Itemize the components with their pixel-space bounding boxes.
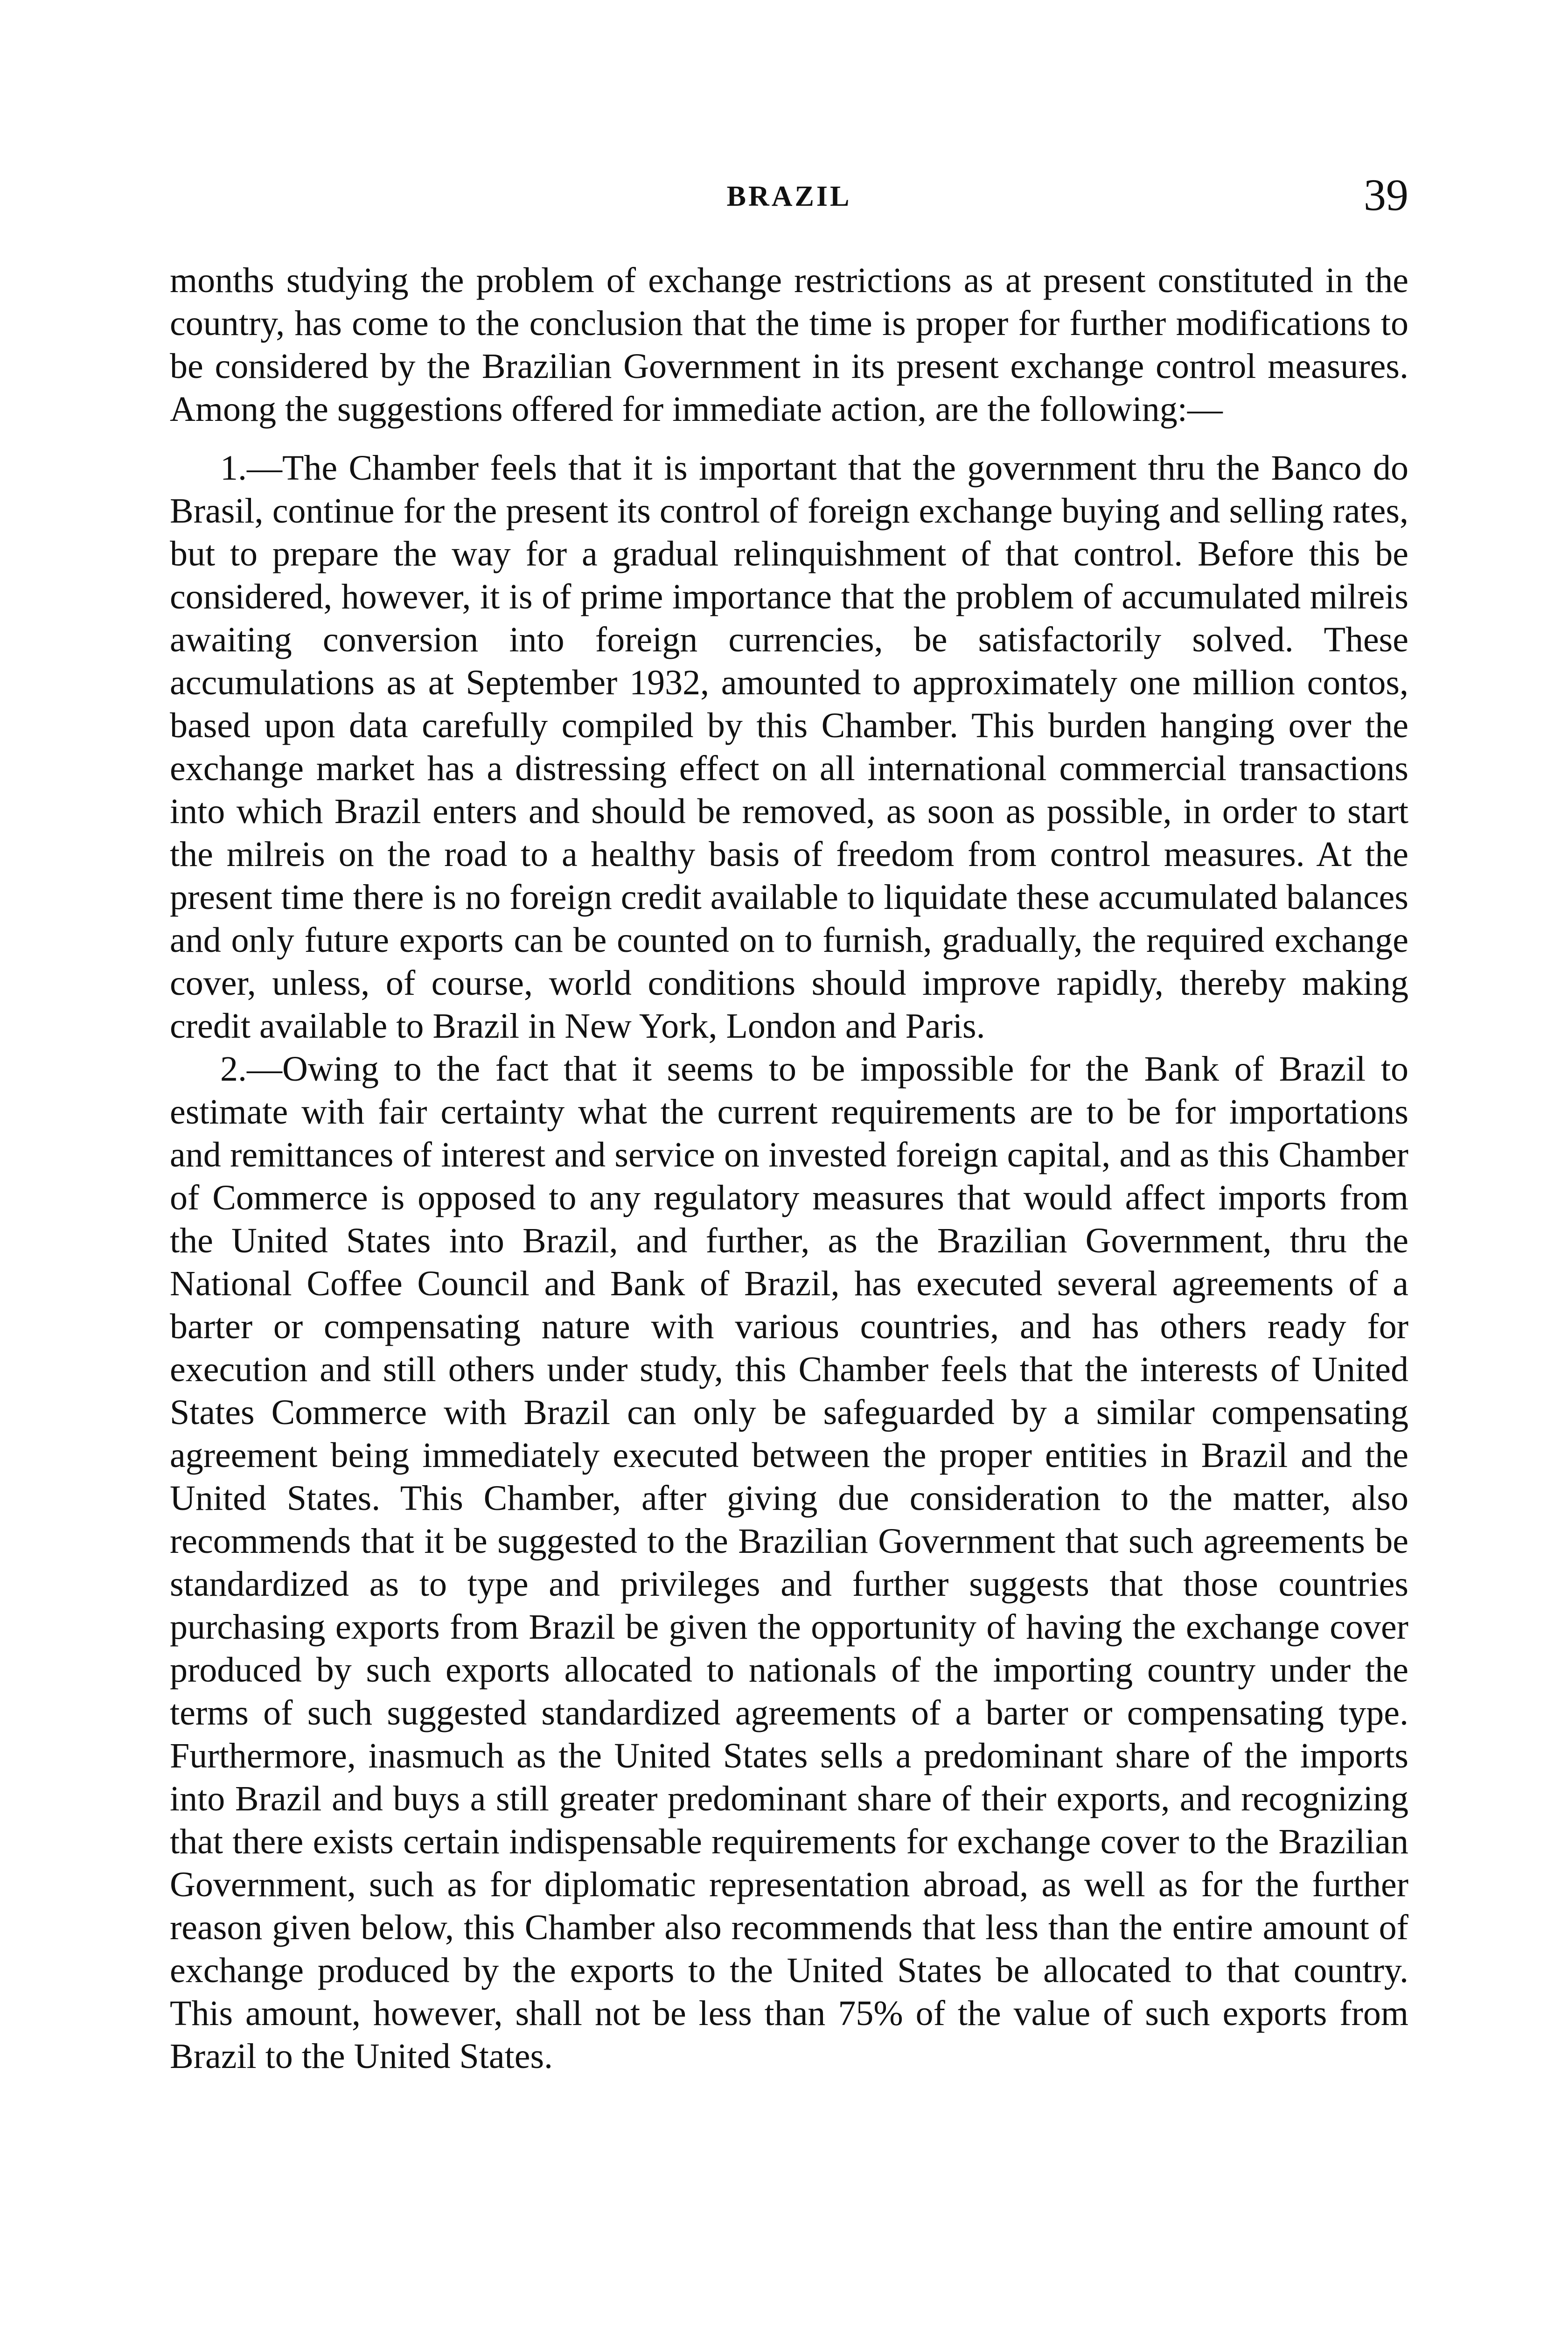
- running-head: [170, 170, 1408, 229]
- body-text: [170, 259, 1408, 2078]
- recommendation-1-paragraph: 1.—The Chamber feels that it is important that the government thru the Banco do Brasil, continue for the present its control of foreign exchange buying and selling rates, but to prepare the way for a gradual relinquishment of that control. Before this be considered, however, it is of prime importance that the problem of accumulated milreis awaiting conversion into foreign currencies, be satisfactorily solved. These accumulations as at September 1932, amounted to approximately one million contos, based upon data carefully compiled by this Chamber. This burden hanging over the exchange market has a distressing effect on all international commercial transactions into which Brazil enters and should be removed, as soon as possible, in order to start the milreis on the road to a healthy basis of freedom from control measures. At the present time there is no foreign credit available to liquidate these accumulated balances and only future exports can be counted on to furnish, gradually, the required exchange cover, unless, of course, world conditions should improve rapidly, thereby making credit available to Brazil in New York, London and Paris.: [170, 448, 1408, 1046]
- running-title: BRAZIL: [726, 181, 852, 212]
- continuation-paragraph: months studying the problem of exchange restrictions as at present constituted in the country, has come to the conclusion that the time is proper for further modifications to be considered by the Brazilian Government in its present exchange control measures. Among the suggestions offered for immediate action, are the following:—: [170, 261, 1408, 429]
- page-number: 39: [1364, 170, 1408, 220]
- recommendation-2-paragraph: 2.—Owing to the fact that it seems to be impossible for the Bank of Brazil to estimate with fair certainty what the current requirements are to be for importations and remittances of interest and service on invested foreign capital, and as this Chamber of Commerce is opposed to any regulatory measures that would affect imports from the United States into Brazil, and further, as the Brazilian Government, thru the National Coffee Council and Bank of Brazil, has executed several agreements of a barter or compensating nature with various countries, and has others ready for execution and still others under study, this Chamber feels that the interests of United States Commerce with Brazil can only be safeguarded by a similar compensating agreement being immediately executed between the proper entities in Brazil and the United States. This Chamber, after giving due consideration to the matter, also recommends that it be suggested to the Brazilian Government that such agreements be standardized as to type and privileges and further suggests that those countries purchasing exports from Brazil be given the opportunity of having the exchange cover produced by such exports allocated to nationals of the importing country under the terms of such suggested standardized agreements of a barter or compensating type. Furthermore, inasmuch as the United States sells a predominant share of the imports into Brazil and buys a still greater predominant share of their exports, and recognizing that there exists certain indispensable requirements for exchange cover to the Brazilian Government, such as for diplomatic representation abroad, as well as for the further reason given below, this Chamber also recommends that less than the entire amount of exchange produced by the exports to the United States be allocated to that country. This amount, however, shall not be less than 75% of the value of such exports from Brazil to the United States.: [170, 1049, 1408, 2076]
